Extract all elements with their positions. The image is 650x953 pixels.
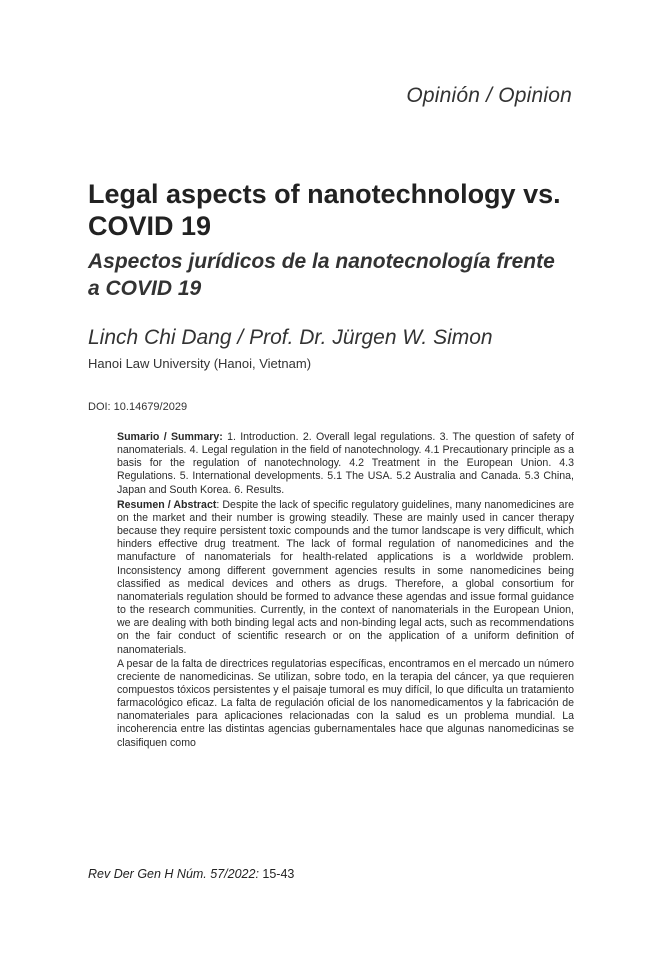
abstract-label: Resumen / Abstract xyxy=(117,498,217,511)
journal-citation: Rev Der Gen H Núm. 57/2022: xyxy=(88,867,259,881)
article-title: Legal aspects of nanotechnology vs. COVID 19 xyxy=(88,179,561,241)
abstract-text: : Despite the lack of specific regulatory guidelines, many nanomedicines are on the market and their number is growing steadily. These are mainly used in cancer therapy because they require persistent toxic compounds and the tumor landscape is very difficult, which hinders effective drug treatment. The lack of formal regulation of nanomedicines and the manufacture of nanomaterials for health-related applications is a worldwide problem. Inconsistency among different government agencies results in some nanomedicines being classified as medical devices and others as drugs. Therefore, a global consortium for nanomaterials regulation should be formed to advance these agendas and issue formal guidance to the research communities. Currently, in the context of nanomaterials in the European Union, we are dealing with both binding legal acts and non-binding legal acts, such as recommendations on the fair conduct of scientific research or on the application of a uniform definition of nanomaterials. xyxy=(117,498,574,656)
resumen-es-paragraph: A pesar de la falta de directrices regulatorias específicas, encontramos en el mercado un número creciente de nanomedicinas. Se utilizan, sobre todo, en la terapia del cáncer, ya que requieren compuestos tóxicos persistentes y el paisaje tumoral es muy difícil, lo que dificulta un tratamiento farmacológico eficaz. La falta de regulación oficial de los nanomedicamentos y la fabricación de nanomateriales para aplicaciones relacionadas con la salud es un problema mundial. La incoherencia entre las distintas agencias gubernamentales hace que algunas nanomedicinas se clasifiquen como xyxy=(117,657,574,749)
article-subtitle: Aspectos jurídicos de la nanotecnología frente a COVID 19 xyxy=(88,250,555,300)
article-authors: Linch Chi Dang / Prof. Dr. Jürgen W. Simon xyxy=(88,326,493,349)
section-label: Opinión / Opinion xyxy=(406,84,572,107)
abstract-block xyxy=(117,431,574,750)
page-range: 15-43 xyxy=(258,867,295,881)
doi: DOI: 10.14679/2029 xyxy=(88,401,188,413)
summary-label: Sumario / Summary: xyxy=(117,431,223,443)
footer-citation xyxy=(88,867,294,881)
summary-paragraph xyxy=(117,431,574,497)
summary-text: 1. Introduction. 2. Overall legal regulations. 3. The question of safety of nanomaterials. 4. Legal regulation in the field of nanotechnology. 4.1 Precautionary principle as a basis for the regulation of nanotechnology. 4.2 Treatment in the European Union. 4.3 Regulations. 5. International developments. 5.1 The USA. 5.2 Australia and Canada. 5.3 China, Japan and South Korea. 6. Results. xyxy=(117,431,575,496)
abstract-paragraph xyxy=(117,499,574,657)
author-affiliation: Hanoi Law University (Hanoi, Vietnam) xyxy=(88,356,312,371)
